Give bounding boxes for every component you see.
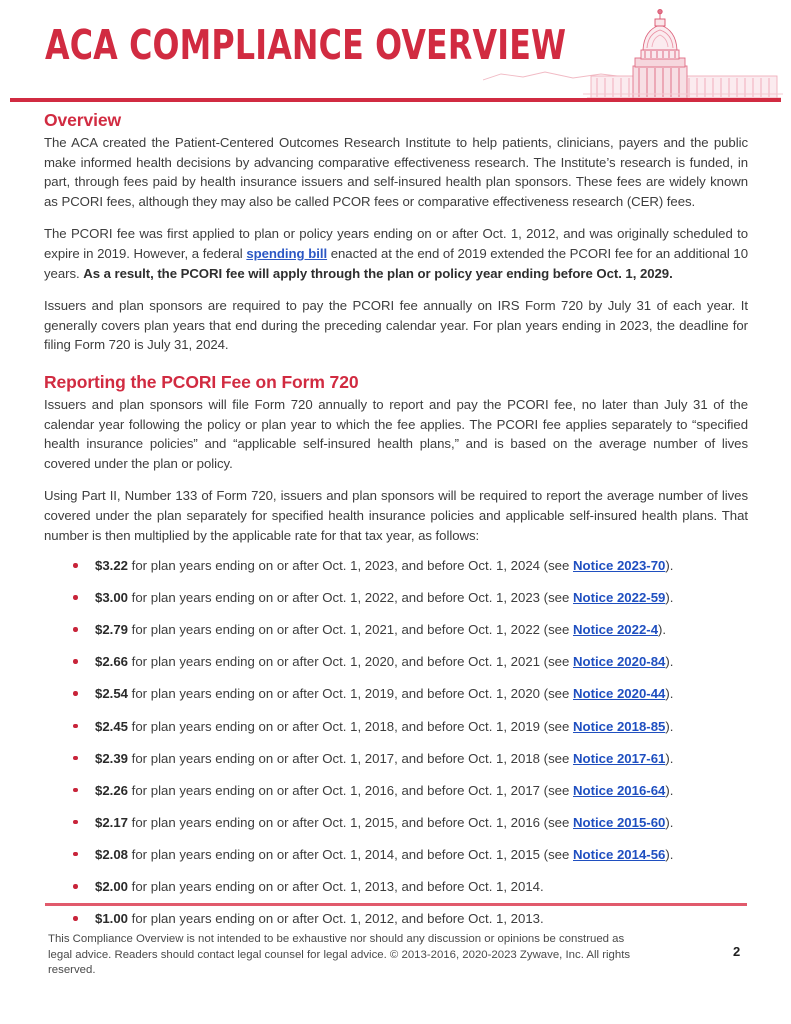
fee-amount: $2.66: [95, 654, 129, 670]
fee-rate-list: [44, 557, 748, 927]
fee-description-end: ).: [665, 718, 674, 734]
bullet-icon: [73, 595, 78, 600]
list-item: [44, 910, 748, 927]
fee-amount: $2.45: [95, 718, 129, 734]
fee-amount: $3.22: [95, 558, 129, 574]
list-item: [44, 750, 748, 767]
document-body: [44, 110, 748, 942]
notice-link[interactable]: Notice 2018-85: [573, 718, 666, 734]
bullet-icon: [73, 852, 78, 857]
fee-amount: $2.79: [95, 622, 129, 638]
fee-description: for plan years ending on or after Oct. 1, 2016, and before Oct. 1, 2017 (see: [128, 782, 573, 798]
fee-amount: $2.54: [95, 686, 129, 702]
fee-description: for plan years ending on or after Oct. 1, 2020, and before Oct. 1, 2021 (see: [128, 654, 573, 670]
fee-description: for plan years ending on or after Oct. 1, 2021, and before Oct. 1, 2022 (see: [128, 622, 573, 638]
page-title: ACA COMPLIANCE OVERVIEW: [45, 21, 567, 69]
page-header: [0, 0, 791, 103]
list-item: [44, 846, 748, 863]
fee-description-end: ).: [658, 622, 667, 638]
fee-description: for plan years ending on or after Oct. 1, 2012, and before Oct. 1, 2013.: [128, 911, 544, 927]
list-item: [44, 878, 748, 895]
page-number: 2: [733, 944, 741, 959]
fee-description-end: ).: [665, 590, 674, 606]
bullet-icon: [73, 916, 78, 921]
fee-description: for plan years ending on or after Oct. 1, 2018, and before Oct. 1, 2019 (see: [128, 718, 573, 734]
fee-description-end: ).: [665, 846, 674, 862]
overview-paragraph-3: Issuers and plan sponsors are required to pay the PCORI fee annually on IRS Form 720 by July 31 of each year. It generally covers plan years that end during the preceding calendar year. For plan years ending in 2023, the deadline for filing Form 720 is July 31, 2024.: [44, 298, 748, 353]
fee-amount: $2.08: [95, 846, 129, 862]
fee-amount: $2.00: [95, 879, 129, 895]
fee-description-end: ).: [665, 654, 674, 670]
notice-link[interactable]: Notice 2022-59: [573, 590, 666, 606]
bullet-icon: [73, 627, 78, 632]
notice-link[interactable]: Notice 2017-61: [573, 750, 666, 766]
list-item: [44, 685, 748, 702]
notice-link[interactable]: Notice 2014-56: [573, 846, 666, 862]
notice-link[interactable]: Notice 2015-60: [573, 814, 666, 830]
fee-description-end: ).: [665, 750, 674, 766]
footer-divider: [45, 903, 747, 906]
list-item: [44, 782, 748, 799]
fee-description-end: ).: [665, 782, 674, 798]
list-item: [44, 653, 748, 670]
list-item: [44, 814, 748, 831]
spending-bill-link[interactable]: spending bill: [246, 245, 328, 261]
overview-heading: Overview: [44, 110, 122, 130]
notice-link[interactable]: Notice 2020-44: [573, 686, 666, 702]
bullet-icon: [73, 788, 78, 793]
bullet-icon: [73, 659, 78, 664]
fee-description: for plan years ending on or after Oct. 1, 2019, and before Oct. 1, 2020 (see: [128, 686, 573, 702]
fee-amount: $3.00: [95, 590, 129, 606]
fee-description: for plan years ending on or after Oct. 1, 2014, and before Oct. 1, 2015 (see: [128, 846, 573, 862]
fee-description-end: ).: [665, 814, 674, 830]
fee-amount: $2.17: [95, 814, 129, 830]
list-item: [44, 589, 748, 606]
fee-description: for plan years ending on or after Oct. 1, 2022, and before Oct. 1, 2023 (see: [128, 590, 573, 606]
bullet-icon: [73, 563, 78, 568]
bullet-icon: [73, 884, 78, 889]
footer-disclaimer: This Compliance Overview is not intended to be exhaustive nor should any discussion or opinions be construed as legal advice. Readers should contact legal counsel for legal advice. © 2013-2016, 2020-2023 Zywave, Inc. All rights reserved.: [48, 933, 631, 977]
bullet-icon: [73, 691, 78, 696]
fee-amount: $1.00: [95, 911, 129, 927]
paragraph-2-text-before-link: The PCORI fee was first applied to plan or policy years ending on or after Oct. 1, 2012, and was originally scheduled to expire in 2019. However, a federal: [44, 226, 748, 261]
bullet-icon: [73, 820, 78, 825]
fee-amount: $2.39: [95, 750, 129, 766]
reporting-paragraph-1: Issuers and plan sponsors will file Form 720 annually to report and pay the PCORI fee, no later than July 31 of the calendar year following the policy or plan year to which the fee applies. The PCORI fee applies separately to “specified health insurance policies” and “applicable self-insured health plans,” and is based on the average number of lives covered under the plan or policy.: [44, 396, 748, 471]
notice-link[interactable]: Notice 2023-70: [573, 558, 666, 574]
bullet-icon: [73, 756, 78, 761]
fee-description: for plan years ending on or after Oct. 1, 2023, and before Oct. 1, 2024 (see: [128, 558, 573, 574]
header-divider: [10, 98, 781, 102]
notice-link[interactable]: Notice 2016-64: [573, 782, 666, 798]
fee-description: for plan years ending on or after Oct. 1, 2015, and before Oct. 1, 2016 (see: [128, 814, 573, 830]
fee-amount: $2.26: [95, 782, 129, 798]
list-item: [44, 718, 748, 735]
fee-description-end: ).: [665, 686, 674, 702]
reporting-paragraph-2: Using Part II, Number 133 of Form 720, issuers and plan sponsors will be required to report the average number of lives covered under the plan separately for specified health insurance policies and applicable self-insured health plans. That number is then multiplied by the applicable rate for that tax year, as follows:: [44, 488, 748, 543]
overview-paragraph-1: The ACA created the Patient-Centered Outcomes Research Institute to help patients, clinicians, payers and the public make informed health decisions by advancing comparative effectiveness research. The Institute’s research is funded, in part, through fees paid by health insurance issuers and self-insured health plan sponsors. These fees are widely known as PCORI fees, although they may also be called PCOR fees or comparative effectiveness research (CER) fees.: [44, 135, 748, 209]
notice-link[interactable]: Notice 2020-84: [573, 654, 666, 670]
fee-description: for plan years ending on or after Oct. 1, 2017, and before Oct. 1, 2018 (see: [128, 750, 573, 766]
bullet-icon: [73, 724, 78, 729]
notice-link[interactable]: Notice 2022-4: [573, 622, 659, 638]
list-item: [44, 621, 748, 638]
fee-description: for plan years ending on or after Oct. 1, 2013, and before Oct. 1, 2014.: [128, 879, 544, 895]
paragraph-2-bold-statement: As a result, the PCORI fee will apply through the plan or policy year ending before Oct. 1, 2029.: [83, 265, 673, 281]
fee-description-end: ).: [665, 558, 674, 574]
reporting-heading: Reporting the PCORI Fee on Form 720: [44, 371, 359, 392]
overview-paragraph-2: [44, 224, 748, 283]
paragraph-2-text-after-link: enacted at the end of 2019 extended the PCORI fee for an additional 10 years.: [44, 245, 748, 281]
list-item: [44, 557, 748, 574]
